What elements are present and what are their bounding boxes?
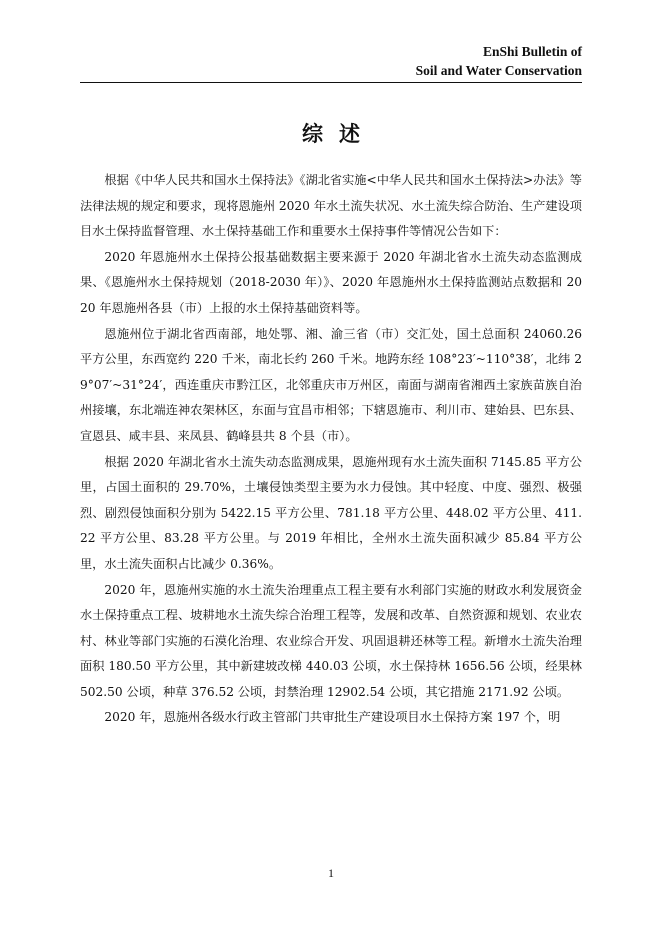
paragraph: 根据《中华人民共和国水土保持法》《湖北省实施<中华人民共和国水土保持法>办法》等法律法规的规定和要求，现将恩施州 2020 年水土流失状况、水土流失综合防治、生产建设项目水土保持监督管理、水土保持基础工作和重要水土保持事件等情况公告如下： bbox=[80, 173, 582, 239]
paragraph: 2020 年，恩施州各级水行政主管部门共审批生产建设项目水土保持方案 197 个，明 bbox=[104, 710, 561, 725]
header-rule bbox=[80, 82, 582, 83]
page-number: 1 bbox=[328, 866, 334, 880]
header-journal-line2: Soil and Water Conservation bbox=[415, 63, 582, 78]
body-text bbox=[80, 168, 582, 731]
paragraph: 2020 年恩施州水土保持公报基础数据主要来源于 2020 年湖北省水土流失动态监测成果、《恩施州水土保持规划（2018-2030 年）》、2020 年恩施州水土保持监测站点数据和 2020 年恩施州各县（市）上报的水土保持基础资料等。 bbox=[80, 249, 582, 315]
paragraph: 2020 年，恩施州实施的水土流失治理重点工程主要有水利部门实施的财政水利发展资金水土保持重点工程、坡耕地水土流失综合治理工程等，发展和改革、自然资源和规划、农业农村、林业等部门实施的石漠化治理、农业综合开发、巩固退耕还林等工程。新增水土流失治理面积 180.50 平方公里，其中新建坡改梯 440.03 公顷，水土保持林 1656.56 公顷，经果林 502.50 公顷，种草 376.52 公顷，封禁治理 12902.54 公顷，其它措施 2171.92 公顷。 bbox=[80, 582, 582, 699]
paragraph: 恩施州位于湖北省西南部，地处鄂、湘、渝三省（市）交汇处，国土总面积 24060.26 平方公里，东西宽约 220 千米，南北长约 260 千米。地跨东经 108°23′~110°38′，北纬 29°07′~31°24′，西连重庆市黔江区，北邻重庆市万州区，南面与湖南省湘西土家族苗族自治州接壤，东北端连神农架林区，东面与宜昌市相邻；下辖恩施市、利川市、建始县、巴东县、宣恩县、咸丰县、来凤县、鹤峰县共 8 个县（市）。 bbox=[80, 326, 582, 443]
running-header bbox=[80, 42, 582, 80]
header-journal-line1: EnShi Bulletin of bbox=[482, 44, 582, 59]
page-title: 综述 bbox=[302, 122, 376, 146]
paragraph: 根据 2020 年湖北省水土流失动态监测成果，恩施州现有水土流失面积 7145.85 平方公里，占国土面积的 29.70%，土壤侵蚀类型主要为水力侵蚀。其中轻度、中度、强烈、极强烈、剧烈侵蚀面积分别为 5422.15 平方公里、781.18 平方公里、448.02 平方公里、411.22 平方公里、83.28 平方公里。与 2019 年相比，全州水土流失面积减少 85.84 平方公里，水土流失面积占比减少 0.36%。 bbox=[80, 454, 582, 571]
